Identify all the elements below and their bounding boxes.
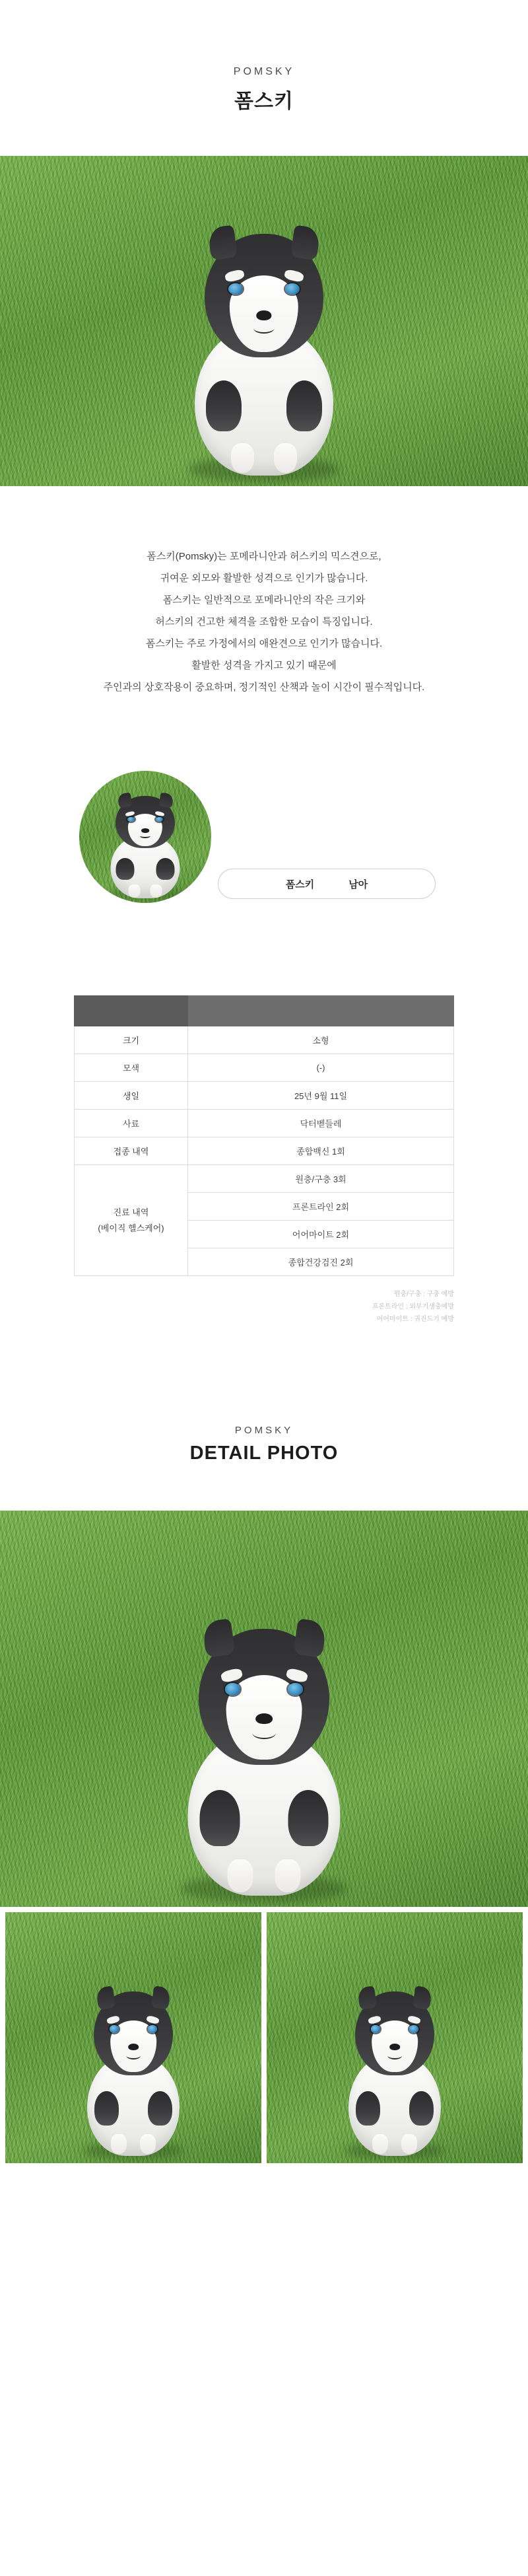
puppy-ear-right xyxy=(412,1986,433,2009)
table-cell-value: 25년 9월 11일 xyxy=(188,1082,454,1110)
detail-photo-header xyxy=(0,1425,528,1464)
medical-label-line2: (베이직 헬스케어) xyxy=(98,1223,164,1233)
puppy-shoulder-right xyxy=(148,2091,172,2126)
profile-sex: 남아 xyxy=(348,878,368,890)
puppy-ear-right xyxy=(151,1986,172,2009)
header-eyebrow: POMSKY xyxy=(233,66,295,77)
table-row xyxy=(75,1026,454,1054)
puppy-shoulder-left xyxy=(94,2091,118,2126)
page-header xyxy=(0,0,528,114)
puppy-ear-right xyxy=(293,1618,327,1657)
detail-eyebrow: POMSKY xyxy=(234,1425,294,1436)
puppy-illustration xyxy=(96,794,195,903)
description-block xyxy=(0,546,528,698)
puppy-ear-left xyxy=(357,1986,378,2009)
puppy-shoulder-right xyxy=(156,858,174,880)
table-row xyxy=(75,1110,454,1137)
page-title: 폼스키 xyxy=(234,90,294,112)
puppy-leg-left xyxy=(129,884,141,897)
puppy-nose xyxy=(141,828,149,832)
puppy-head xyxy=(205,234,323,357)
puppy-brow-right xyxy=(283,269,304,283)
table-notes xyxy=(74,1288,454,1326)
table-row xyxy=(75,1137,454,1165)
puppy-shoulder-right xyxy=(288,1790,328,1846)
puppy-shoulder-left xyxy=(116,858,134,880)
table-row xyxy=(75,1082,454,1110)
table-note: 어어마이트 : 귀진드기 예방 xyxy=(376,1316,454,1323)
puppy-brow-left xyxy=(220,1667,243,1683)
table-cell-label: 생일 xyxy=(75,1082,188,1110)
puppy-ear-left xyxy=(96,1986,116,2009)
description-line: 주인과의 상호작용이 중요하며, 정기적인 산책과 놀이 시간이 필수적입니다. xyxy=(103,682,425,693)
table-note: 프론트라인 : 외부기생충예방 xyxy=(372,1303,454,1310)
detail-title: DETAIL PHOTO xyxy=(189,1443,339,1464)
puppy-brow-left xyxy=(224,269,245,283)
table-cell-value: 종합백신 1회 xyxy=(188,1137,454,1165)
puppy-ear-right xyxy=(158,792,173,807)
puppy-brow-left xyxy=(106,2015,120,2025)
table-note: 원충/구충 : 구충 예방 xyxy=(393,1291,454,1298)
profile-section xyxy=(0,771,528,936)
puppy-illustration xyxy=(165,229,363,486)
description-line: 귀여운 외모와 활발한 성격으로 인기가 많습니다. xyxy=(160,573,368,584)
detail-photo-small-2 xyxy=(267,1912,523,2163)
puppy-mouth xyxy=(252,1727,276,1739)
table-cell-value: 어어마이트 2회 xyxy=(188,1221,454,1248)
spec-table xyxy=(74,995,454,1276)
puppy-nose xyxy=(128,2044,139,2050)
puppy-eye-right xyxy=(148,2025,157,2032)
puppy-nose xyxy=(256,310,271,320)
detail-photo-large xyxy=(0,1511,528,1907)
profile-pill xyxy=(218,869,436,899)
puppy-nose xyxy=(255,1713,273,1725)
puppy-head xyxy=(94,1991,173,2075)
table-cell-value: 종합건강검진 2회 xyxy=(188,1248,454,1276)
spec-table-wrapper xyxy=(74,995,454,1276)
table-cell-label: 모색 xyxy=(75,1054,188,1082)
puppy-eye-left xyxy=(127,817,135,822)
puppy-brow-left xyxy=(368,2015,381,2025)
puppy-eye-right xyxy=(156,817,163,822)
description-line: 폼스키는 일반적으로 포메라니안의 작은 크기와 xyxy=(162,594,366,606)
puppy-shoulder-left xyxy=(356,2091,380,2126)
table-cell-value: 닥터벧들레 xyxy=(188,1110,454,1137)
puppy-leg-right xyxy=(401,2134,417,2155)
puppy-brow-right xyxy=(407,2015,421,2025)
puppy-head xyxy=(116,796,175,848)
table-cell-value: (-) xyxy=(188,1054,454,1082)
puppy-leg-right xyxy=(275,1859,300,1892)
detail-photo-small-1 xyxy=(5,1912,261,2163)
puppy-illustration xyxy=(155,1623,373,1907)
puppy-head xyxy=(199,1629,329,1765)
table-cell-label: 접종 내역 xyxy=(75,1137,188,1165)
puppy-mouth xyxy=(253,323,275,334)
puppy-brow-right xyxy=(146,2015,160,2025)
profile-breed: 폼스키 xyxy=(285,878,315,890)
table-cell-label: 크기 xyxy=(75,1026,188,1054)
table-cell-value: 프론트라인 2회 xyxy=(188,1193,454,1221)
puppy-ear-right xyxy=(290,225,321,260)
table-header-row xyxy=(75,996,454,1026)
table-row xyxy=(75,1165,454,1193)
puppy-eye-right xyxy=(288,1683,304,1696)
puppy-illustration xyxy=(67,1988,199,2163)
puppy-head xyxy=(355,1991,434,2075)
detail-photo-row xyxy=(0,1912,528,2168)
description-line: 폼스키(Pomsky)는 포메라니안과 허스키의 믹스견으로, xyxy=(147,551,381,562)
puppy-ear-left xyxy=(117,792,131,807)
puppy-leg-left xyxy=(231,443,255,473)
puppy-ear-left xyxy=(201,1618,235,1657)
puppy-leg-left xyxy=(111,2134,127,2155)
table-cell-value: 소형 xyxy=(188,1026,454,1054)
puppy-leg-right xyxy=(150,884,162,897)
table-header-right xyxy=(188,996,454,1026)
description-line: 활발한 성격을 가지고 있기 때문에 xyxy=(191,660,337,671)
table-cell-label: 사료 xyxy=(75,1110,188,1137)
puppy-eye-right xyxy=(409,2025,418,2032)
puppy-eye-left xyxy=(228,283,243,295)
medical-label-line1: 진료 내역 xyxy=(113,1207,149,1218)
puppy-shoulder-right xyxy=(409,2091,433,2126)
table-cell-label-medical xyxy=(75,1165,188,1276)
puppy-eye-right xyxy=(285,283,300,295)
puppy-shoulder-left xyxy=(206,380,242,431)
puppy-illustration xyxy=(329,1988,461,2163)
puppy-leg-right xyxy=(274,443,298,473)
puppy-brow-right xyxy=(155,810,165,817)
table-cell-value: 원충/구충 3회 xyxy=(188,1165,454,1193)
avatar xyxy=(79,771,211,903)
puppy-shoulder-left xyxy=(200,1790,240,1846)
hero-photo xyxy=(0,156,528,486)
puppy-leg-left xyxy=(372,2134,388,2155)
puppy-nose xyxy=(389,2044,400,2050)
puppy-ear-left xyxy=(207,225,238,260)
puppy-leg-left xyxy=(228,1859,253,1892)
table-header-left xyxy=(75,996,188,1026)
table-row xyxy=(75,1054,454,1082)
puppy-brow-right xyxy=(285,1667,308,1683)
puppy-leg-right xyxy=(140,2134,156,2155)
description-line: 허스키의 건고한 체격을 조합한 모습이 특징입니다. xyxy=(155,616,373,627)
description-line: 폼스키는 주로 가정에서의 애완견으로 인기가 많습니다. xyxy=(145,638,383,649)
puppy-shoulder-right xyxy=(286,380,323,431)
